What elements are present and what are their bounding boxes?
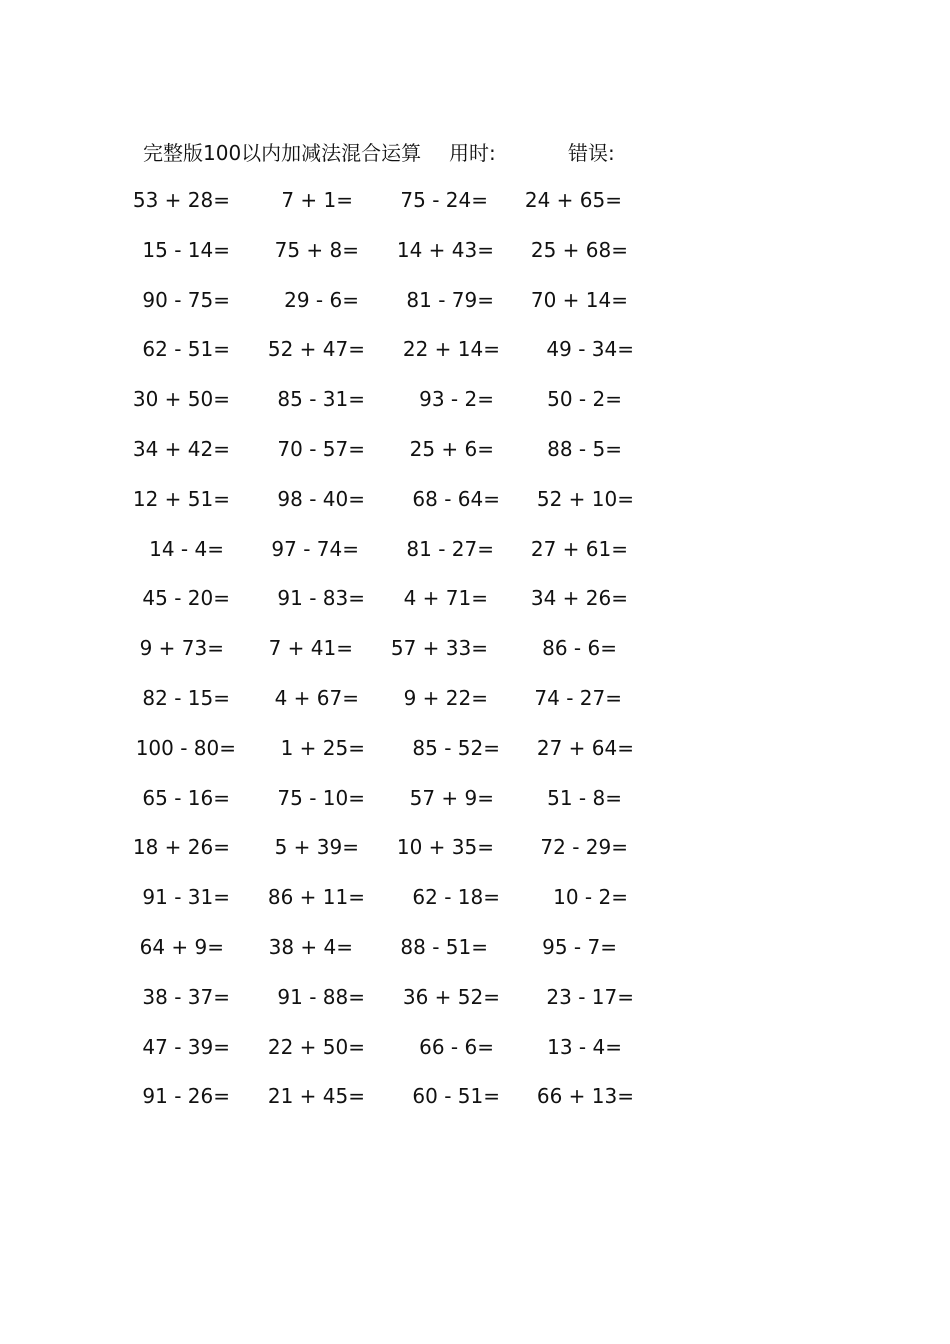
problem-r16-c1: 64 + 9= (139, 935, 224, 959)
problem-r18-c4: 13 - 4= (547, 1035, 622, 1059)
problem-r10-c1: 9 + 73= (139, 636, 224, 660)
problem-r19-c4: 66 + 13= (536, 1084, 634, 1108)
errors-label: 错误: (568, 141, 615, 165)
problem-r7-c3: 68 - 64= (412, 487, 500, 511)
problem-r17-c3: 36 + 52= (402, 985, 500, 1009)
problem-r2-c3: 14 + 43= (396, 238, 494, 262)
problem-r11-c4: 74 - 27= (534, 686, 622, 710)
problem-r4-c4: 49 - 34= (546, 337, 634, 361)
problem-r18-c3: 66 - 6= (419, 1035, 494, 1059)
worksheet-title: 完整版100以内加减法混合运算 (143, 141, 422, 165)
problem-r14-c3: 10 + 35= (396, 835, 494, 859)
problem-r6-c2: 70 - 57= (277, 437, 365, 461)
problem-r1-c4: 24 + 65= (524, 188, 622, 212)
problem-r16-c3: 88 - 51= (400, 935, 488, 959)
problem-r2-c4: 25 + 68= (530, 238, 628, 262)
problem-r8-c1: 14 - 4= (149, 537, 224, 561)
problem-r3-c3: 81 - 79= (406, 288, 494, 312)
problem-r15-c1: 91 - 31= (142, 885, 230, 909)
problem-r6-c3: 25 + 6= (409, 437, 494, 461)
problem-r4-c3: 22 + 14= (402, 337, 500, 361)
problem-r5-c3: 93 - 2= (419, 387, 494, 411)
time-label: 用时: (449, 141, 496, 165)
problem-r7-c4: 52 + 10= (536, 487, 634, 511)
problem-r4-c1: 62 - 51= (142, 337, 230, 361)
problem-r5-c2: 85 - 31= (277, 387, 365, 411)
problem-r10-c3: 57 + 33= (390, 636, 488, 660)
problem-r17-c4: 23 - 17= (546, 985, 634, 1009)
problem-r11-c2: 4 + 67= (274, 686, 359, 710)
problem-r1-c3: 75 - 24= (400, 188, 488, 212)
problem-r8-c2: 97 - 74= (271, 537, 359, 561)
problem-r9-c2: 91 - 83= (277, 586, 365, 610)
problem-r13-c2: 75 - 10= (277, 786, 365, 810)
problem-r19-c3: 60 - 51= (412, 1084, 500, 1108)
problem-r15-c2: 86 + 11= (267, 885, 365, 909)
problem-r15-c3: 62 - 18= (412, 885, 500, 909)
problem-r12-c2: 1 + 25= (280, 736, 365, 760)
problem-r3-c4: 70 + 14= (530, 288, 628, 312)
problem-r12-c1: 100 - 80= (135, 736, 236, 760)
problem-r11-c1: 82 - 15= (142, 686, 230, 710)
problem-r16-c2: 38 + 4= (268, 935, 353, 959)
problem-r4-c2: 52 + 47= (267, 337, 365, 361)
problem-r12-c3: 85 - 52= (412, 736, 500, 760)
problem-r7-c1: 12 + 51= (132, 487, 230, 511)
problem-r10-c2: 7 + 41= (268, 636, 353, 660)
problem-r5-c1: 30 + 50= (132, 387, 230, 411)
problem-r3-c1: 90 - 75= (142, 288, 230, 312)
problem-r15-c4: 10 - 2= (553, 885, 628, 909)
problem-r19-c1: 91 - 26= (142, 1084, 230, 1108)
problem-r8-c3: 81 - 27= (406, 537, 494, 561)
problem-r1-c1: 53 + 28= (132, 188, 230, 212)
problem-r13-c1: 65 - 16= (142, 786, 230, 810)
problem-r2-c2: 75 + 8= (274, 238, 359, 262)
problem-r8-c4: 27 + 61= (530, 537, 628, 561)
problem-r14-c2: 5 + 39= (274, 835, 359, 859)
problem-r16-c4: 95 - 7= (542, 935, 617, 959)
problem-r14-c4: 72 - 29= (540, 835, 628, 859)
problem-r11-c3: 9 + 22= (403, 686, 488, 710)
problem-r19-c2: 21 + 45= (267, 1084, 365, 1108)
problem-r6-c1: 34 + 42= (132, 437, 230, 461)
problem-r17-c2: 91 - 88= (277, 985, 365, 1009)
problem-r9-c1: 45 - 20= (142, 586, 230, 610)
problem-r13-c3: 57 + 9= (409, 786, 494, 810)
problem-r12-c4: 27 + 64= (536, 736, 634, 760)
problem-r18-c1: 47 - 39= (142, 1035, 230, 1059)
problem-r1-c2: 7 + 1= (281, 188, 353, 212)
problem-r14-c1: 18 + 26= (132, 835, 230, 859)
problem-r9-c3: 4 + 71= (403, 586, 488, 610)
problem-r9-c4: 34 + 26= (530, 586, 628, 610)
problem-r3-c2: 29 - 6= (284, 288, 359, 312)
problem-r13-c4: 51 - 8= (547, 786, 622, 810)
problem-r18-c2: 22 + 50= (267, 1035, 365, 1059)
problem-r10-c4: 86 - 6= (542, 636, 617, 660)
problem-r7-c2: 98 - 40= (277, 487, 365, 511)
problem-r2-c1: 15 - 14= (142, 238, 230, 262)
problem-r6-c4: 88 - 5= (547, 437, 622, 461)
problem-r17-c1: 38 - 37= (142, 985, 230, 1009)
problem-r5-c4: 50 - 2= (547, 387, 622, 411)
